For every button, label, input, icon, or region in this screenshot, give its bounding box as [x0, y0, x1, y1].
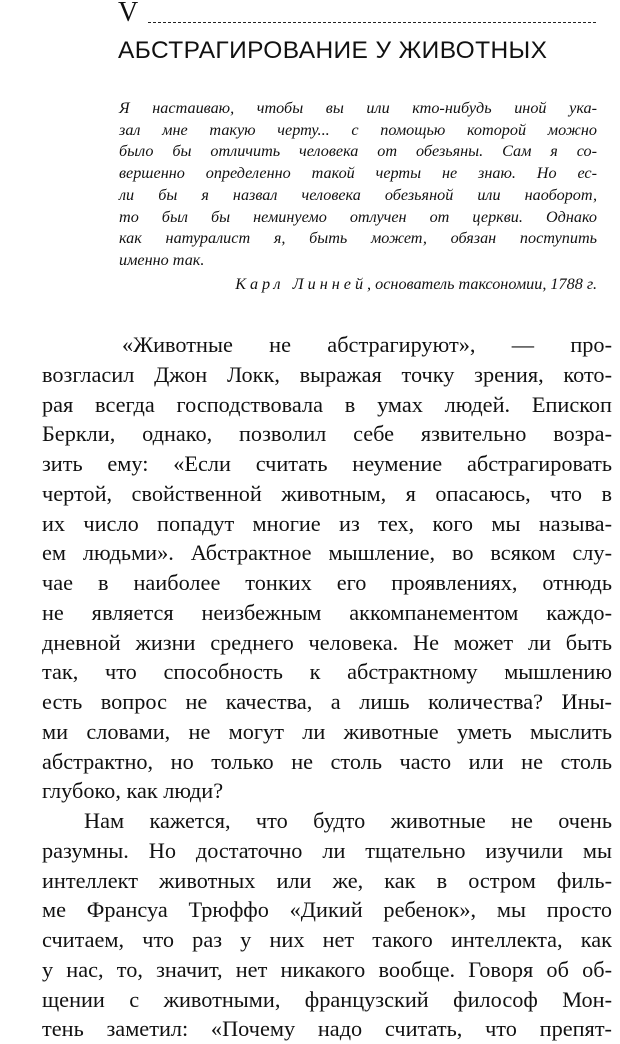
body-line: разумны. Но достаточно ли тщательно изучили мы — [42, 837, 612, 863]
epigraph-attribution — [119, 274, 597, 296]
epigraph-line: зал мне такую черту... с помощью которой можно — [119, 120, 597, 139]
epigraph-line: Я настаиваю, чтобы вы или кто-нибудь иной ука- — [119, 99, 597, 117]
epigraph-author-info: , основатель таксономии, 1788 г. — [367, 274, 597, 293]
body-line: ми словами, не могут ли животные уметь мыслить — [42, 718, 612, 744]
chapter-rule — [148, 22, 596, 23]
body-line: есть вопрос не качества, а лишь количества? Ины- — [42, 689, 612, 714]
epigraph-line: то был бы неминуемо отлучен от церкви. Однако — [119, 207, 597, 226]
body-line: Беркли, однако, позволил себе язвительно возра- — [42, 421, 612, 447]
body-line: зить ему: «Если считать неумение абстрагировать — [42, 451, 612, 476]
body-line: ем людьми». Абстрактное мышление, во всяком слу- — [42, 540, 612, 566]
body-line: интеллект животных или же, как в остром филь- — [42, 867, 612, 893]
body-line: абстрактно, но только не столь часто или не столь — [42, 748, 612, 774]
chapter-number: V — [118, 0, 139, 28]
epigraph-line: как натуралист я, быть может, обязан поступить — [119, 229, 597, 248]
body-line: не является неизбежным аккомпанементом каждо- — [42, 599, 612, 625]
body-line: возгласил Джон Локк, выражая точку зрения, кото- — [42, 361, 612, 387]
epigraph-line: было бы отличить человека от обезьяны. Сам я со- — [119, 142, 597, 161]
epigraph-author: Карл Линней — [235, 274, 368, 293]
body-text — [42, 330, 612, 1044]
epigraph-line: вершенно определенно такой черты не знаю. Но ес- — [119, 164, 597, 183]
body-line: их число попадут многие из тех, кого мы называ- — [42, 510, 612, 536]
chapter-header — [118, 0, 596, 30]
epigraph-line: ли бы я назвал человека обезьяной или наоборот, — [119, 185, 597, 204]
body-line: чертой, свойственной животным, я опасаюсь, что в — [42, 480, 612, 506]
body-line: чае в наиболее тонких его проявлениях, отнюдь — [42, 570, 612, 595]
body-line: Нам кажется, что будто животные не очень — [84, 808, 612, 833]
body-line: рая всегда господствовала в умах людей. Епископ — [42, 391, 612, 417]
body-line: у нас, то, значит, нет никакого вообще. Говоря об об- — [42, 956, 612, 982]
chapter-title: АБСТРАГИРОВАНИЕ У ЖИВОТНЫХ — [118, 37, 548, 64]
body-line: тень заметил: «Почему надо считать, что препят- — [42, 1016, 612, 1042]
body-line: считаем, что раз у них нет такого интеллекта, как — [42, 927, 612, 952]
epigraph-line: именно так. — [119, 250, 205, 269]
body-line: «Животные не абстрагируют», — про- — [122, 332, 612, 357]
body-line: так, что способность к абстрактному мышлению — [42, 659, 612, 685]
body-line: щении с животными, французский философ Мон- — [42, 986, 612, 1012]
epigraph — [119, 98, 597, 295]
body-line: дневной жизни среднего человека. Не может ли быть — [42, 629, 612, 655]
body-line: ме Франсуа Трюффо «Дикий ребенок», мы просто — [42, 897, 612, 923]
body-line: глубоко, как люди? — [42, 778, 224, 804]
